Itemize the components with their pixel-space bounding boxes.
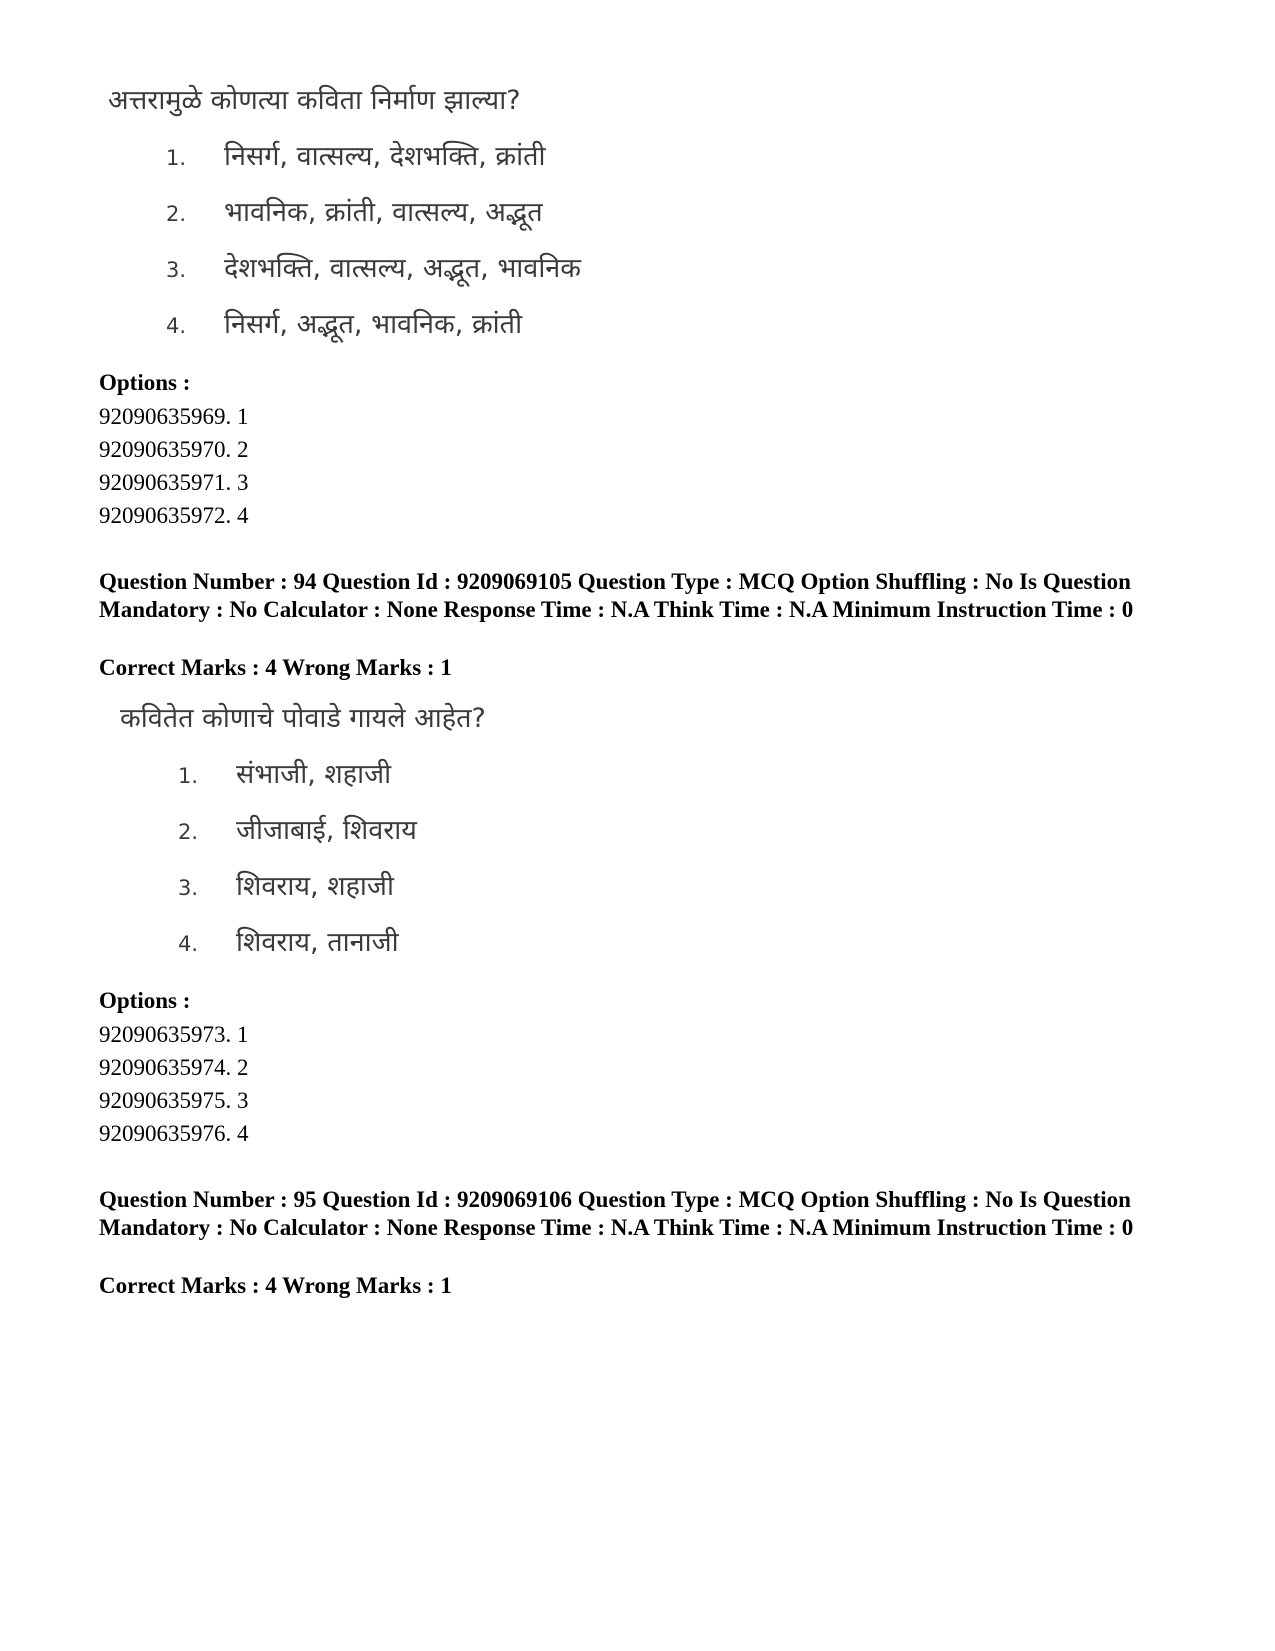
choice-number: 1. [178,764,199,788]
question-stem: कवितेत कोणाचे पोवाडे गायले आहेत? [120,703,486,734]
choice-4 [166,304,522,341]
option-id: 92090635969. 1 [99,404,249,429]
option-id: 92090635975. 3 [99,1088,249,1113]
choice-2 [178,810,417,847]
question-94-meta: Question Number : 94 Question Id : 9209069105 Question Type : MCQ Option Shuffling : No Is Question Mandatory : No Calculator : None Response Time : N.A Think Time : N.A Minimum Instruction Time : 0 [99,569,1134,622]
option-id: 92090635973. 1 [99,1022,249,1047]
option-id: 92090635974. 2 [99,1055,249,1080]
choice-number: 2. [178,820,199,844]
choice-text: देशभक्ति, वात्सल्य, अद्भूत, भावनिक [224,253,582,284]
choice-number: 4. [178,932,199,956]
option-id: 92090635970. 2 [99,437,249,462]
choice-text: भावनिक, क्रांती, वात्सल्य, अद्भूत [224,197,543,228]
choice-3 [166,248,581,285]
choice-text: जीजाबाई, शिवराय [236,815,417,846]
choice-text: निसर्ग, वात्सल्य, देशभक्ति, क्रांती [224,141,546,172]
choice-3 [178,866,394,903]
question-95-meta: Question Number : 95 Question Id : 9209069106 Question Type : MCQ Option Shuffling : No Is Question Mandatory : No Calculator : None Response Time : N.A Think Time : N.A Minimum Instruction Time : 0 [99,1187,1134,1240]
option-id: 92090635971. 3 [99,470,249,495]
question-stem: अत्तरामुळे कोणत्या कविता निर्माण झाल्या? [108,85,521,116]
choice-number: 3. [178,876,199,900]
question-94-marks: Correct Marks : 4 Wrong Marks : 1 [99,655,452,680]
choice-text: निसर्ग, अद्भूत, भावनिक, क्रांती [224,309,523,340]
options-heading: Options : [99,988,191,1013]
choice-number: 2. [166,202,187,226]
choice-1 [166,136,546,173]
question-95-marks: Correct Marks : 4 Wrong Marks : 1 [99,1273,452,1298]
choice-text: शिवराय, तानाजी [236,927,399,958]
question-94-image [100,698,800,968]
choice-number: 1. [166,146,187,170]
choice-text: शिवराय, शहाजी [236,871,394,902]
options-heading: Options : [99,370,191,395]
choice-text: संभाजी, शहाजी [236,759,392,790]
choice-4 [178,922,399,959]
option-id: 92090635972. 4 [99,503,249,528]
choice-number: 4. [166,314,187,338]
choice-2 [166,192,543,229]
option-id: 92090635976. 4 [99,1121,249,1146]
choice-1 [178,754,391,791]
question-93-image [100,80,800,350]
choice-number: 3. [166,258,187,282]
